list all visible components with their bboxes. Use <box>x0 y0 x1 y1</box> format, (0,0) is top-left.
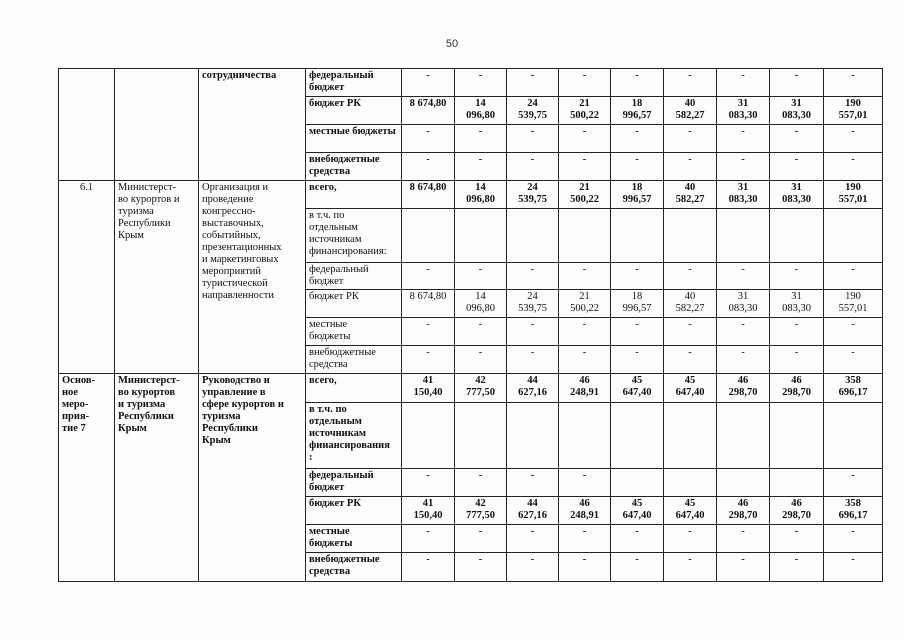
cell-value: - <box>559 346 611 374</box>
cell-activity-name: сотрудничества <box>199 69 306 181</box>
cell-value <box>770 469 824 497</box>
cell-value: 46 248,91 <box>559 374 611 403</box>
cell-value: - <box>770 125 824 153</box>
cell-value: 31 083,30 <box>717 97 770 125</box>
cell-value: - <box>611 346 664 374</box>
cell-value: - <box>507 525 559 553</box>
cell-value: - <box>717 525 770 553</box>
cell-source: в т.ч. по отдельным источникам финансирования : <box>306 403 402 469</box>
cell-value: - <box>402 346 455 374</box>
cell-value: - <box>664 346 717 374</box>
cell-value: - <box>664 553 717 582</box>
table-row <box>59 181 883 209</box>
cell-value: - <box>717 553 770 582</box>
cell-value: 18 996,57 <box>611 290 664 318</box>
cell-value <box>664 469 717 497</box>
cell-source: местные бюджеты <box>306 525 402 553</box>
cell-value: 24 539,75 <box>507 290 559 318</box>
cell-value: - <box>507 469 559 497</box>
cell-value: - <box>455 263 507 290</box>
cell-value: 14 096,80 <box>455 290 507 318</box>
cell-value <box>507 403 559 469</box>
cell-value: - <box>824 263 883 290</box>
cell-source: в т.ч. по отдельным источникам финансирования: <box>306 209 402 263</box>
cell-value <box>611 469 664 497</box>
cell-value: 44 627,16 <box>507 497 559 525</box>
cell-value: - <box>824 469 883 497</box>
cell-value: - <box>770 525 824 553</box>
cell-value: - <box>770 69 824 97</box>
cell-value: 190 557,01 <box>824 290 883 318</box>
cell-value: - <box>455 125 507 153</box>
cell-value: 45 647,40 <box>611 374 664 403</box>
cell-value <box>824 403 883 469</box>
table-row <box>59 374 883 403</box>
cell-value: - <box>770 263 824 290</box>
cell-source: федеральный бюджет <box>306 263 402 290</box>
cell-value: 41 150,40 <box>402 497 455 525</box>
cell-value: 31 083,30 <box>770 290 824 318</box>
cell-value: - <box>559 553 611 582</box>
cell-value: 190 557,01 <box>824 181 883 209</box>
cell-value: - <box>717 318 770 346</box>
cell-source: бюджет РК <box>306 497 402 525</box>
cell-value <box>824 209 883 263</box>
cell-value: - <box>507 153 559 181</box>
cell-value: - <box>824 525 883 553</box>
cell-source: внебюджетные средства <box>306 346 402 374</box>
cell-value <box>770 403 824 469</box>
cell-value: 46 298,70 <box>770 374 824 403</box>
cell-value: - <box>717 69 770 97</box>
cell-value: - <box>559 525 611 553</box>
cell-value: - <box>455 553 507 582</box>
cell-value: - <box>824 318 883 346</box>
cell-value: 44 627,16 <box>507 374 559 403</box>
cell-value <box>611 403 664 469</box>
cell-value: - <box>717 153 770 181</box>
cell-executor: Министерст- во курортов и туризма Республики Крым <box>115 181 199 374</box>
cell-value: - <box>455 318 507 346</box>
cell-value: - <box>402 525 455 553</box>
cell-value: 46 298,70 <box>717 497 770 525</box>
cell-value: 21 500,22 <box>559 181 611 209</box>
cell-value: - <box>611 125 664 153</box>
cell-value: - <box>770 153 824 181</box>
cell-value: 18 996,57 <box>611 181 664 209</box>
cell-value: 190 557,01 <box>824 97 883 125</box>
budget-table <box>58 68 883 582</box>
cell-code: Основ- ное меро- прия- тие 7 <box>59 374 115 582</box>
cell-source: федеральный бюджет <box>306 469 402 497</box>
cell-source: всего, <box>306 181 402 209</box>
cell-code: 6.1 <box>59 181 115 374</box>
cell-value: - <box>664 153 717 181</box>
cell-source: федеральный бюджет <box>306 69 402 97</box>
cell-value: 24 539,75 <box>507 97 559 125</box>
cell-value: 42 777,50 <box>455 374 507 403</box>
cell-source: местные бюджеты <box>306 318 402 346</box>
cell-value: - <box>402 125 455 153</box>
cell-value <box>717 469 770 497</box>
cell-value <box>402 403 455 469</box>
cell-value: - <box>770 318 824 346</box>
cell-value: - <box>824 346 883 374</box>
cell-value: - <box>664 318 717 346</box>
cell-code <box>59 69 115 181</box>
cell-value <box>664 209 717 263</box>
cell-value: 45 647,40 <box>664 497 717 525</box>
cell-value: 31 083,30 <box>717 181 770 209</box>
cell-value: 31 083,30 <box>717 290 770 318</box>
cell-value <box>559 209 611 263</box>
cell-value: 8 674,80 <box>402 97 455 125</box>
cell-value: - <box>507 125 559 153</box>
cell-value: - <box>559 263 611 290</box>
cell-value <box>507 209 559 263</box>
cell-value: 46 298,70 <box>717 374 770 403</box>
cell-value: - <box>402 69 455 97</box>
cell-value: - <box>559 318 611 346</box>
cell-value: 40 582,27 <box>664 97 717 125</box>
cell-value: - <box>559 125 611 153</box>
cell-value <box>455 209 507 263</box>
cell-value <box>664 403 717 469</box>
cell-value: - <box>402 318 455 346</box>
cell-value: 31 083,30 <box>770 181 824 209</box>
cell-value: - <box>611 318 664 346</box>
cell-value: - <box>717 263 770 290</box>
cell-executor: Министерст- во курортов и туризма Республики Крым <box>115 374 199 582</box>
cell-value: 8 674,80 <box>402 181 455 209</box>
table-row <box>59 69 883 97</box>
cell-value: - <box>507 69 559 97</box>
cell-value: 24 539,75 <box>507 181 559 209</box>
cell-value: 40 582,27 <box>664 290 717 318</box>
cell-value: - <box>455 346 507 374</box>
cell-value: - <box>664 69 717 97</box>
cell-value <box>455 403 507 469</box>
cell-value: - <box>455 525 507 553</box>
cell-value: - <box>455 153 507 181</box>
cell-value: 40 582,27 <box>664 181 717 209</box>
cell-source: местные бюджеты <box>306 125 402 153</box>
cell-activity-name: Организация и проведение конгрессно- выставочных, событийных, презентационных и маркетинговых мероприятий туристической направленности <box>199 181 306 374</box>
cell-value <box>717 209 770 263</box>
cell-source: внебюджетные средства <box>306 553 402 582</box>
cell-value: 358 696,17 <box>824 497 883 525</box>
cell-value: - <box>770 553 824 582</box>
cell-value: - <box>455 69 507 97</box>
cell-value: - <box>664 125 717 153</box>
cell-value: - <box>559 153 611 181</box>
cell-source: бюджет РК <box>306 290 402 318</box>
cell-value: - <box>507 263 559 290</box>
cell-value: - <box>402 469 455 497</box>
cell-value: 42 777,50 <box>455 497 507 525</box>
cell-value: - <box>717 346 770 374</box>
cell-value: - <box>402 553 455 582</box>
cell-value: - <box>824 125 883 153</box>
cell-value: 8 674,80 <box>402 290 455 318</box>
cell-source: внебюджетные средства <box>306 153 402 181</box>
cell-value: 358 696,17 <box>824 374 883 403</box>
page-number: 50 <box>445 38 459 50</box>
cell-value: - <box>824 69 883 97</box>
cell-value: - <box>611 525 664 553</box>
cell-value: - <box>559 469 611 497</box>
cell-value: - <box>455 469 507 497</box>
cell-value: 21 500,22 <box>559 97 611 125</box>
cell-value: 14 096,80 <box>455 97 507 125</box>
cell-value: - <box>507 553 559 582</box>
cell-value: - <box>664 263 717 290</box>
cell-value: - <box>664 525 717 553</box>
cell-value: - <box>611 69 664 97</box>
cell-source: всего, <box>306 374 402 403</box>
cell-value: - <box>611 263 664 290</box>
cell-value: - <box>507 346 559 374</box>
cell-value: 45 647,40 <box>664 374 717 403</box>
cell-value <box>770 209 824 263</box>
cell-value: 46 298,70 <box>770 497 824 525</box>
cell-value: - <box>717 125 770 153</box>
cell-value: - <box>559 69 611 97</box>
cell-value: 21 500,22 <box>559 290 611 318</box>
cell-executor <box>115 69 199 181</box>
cell-value: - <box>824 553 883 582</box>
cell-value: - <box>611 153 664 181</box>
cell-value: 14 096,80 <box>455 181 507 209</box>
cell-value <box>611 209 664 263</box>
cell-value <box>717 403 770 469</box>
cell-value: 41 150,40 <box>402 374 455 403</box>
cell-source: бюджет РК <box>306 97 402 125</box>
cell-value: - <box>770 346 824 374</box>
cell-value <box>559 403 611 469</box>
cell-value: - <box>611 553 664 582</box>
cell-value: - <box>824 153 883 181</box>
cell-value: - <box>402 263 455 290</box>
cell-value: 45 647,40 <box>611 497 664 525</box>
cell-value: 31 083,30 <box>770 97 824 125</box>
cell-value: 18 996,57 <box>611 97 664 125</box>
cell-value <box>402 209 455 263</box>
cell-activity-name: Руководство и управление в сфере курортов и туризма Республики Крым <box>199 374 306 582</box>
cell-value: - <box>507 318 559 346</box>
cell-value: - <box>402 153 455 181</box>
cell-value: 46 248,91 <box>559 497 611 525</box>
